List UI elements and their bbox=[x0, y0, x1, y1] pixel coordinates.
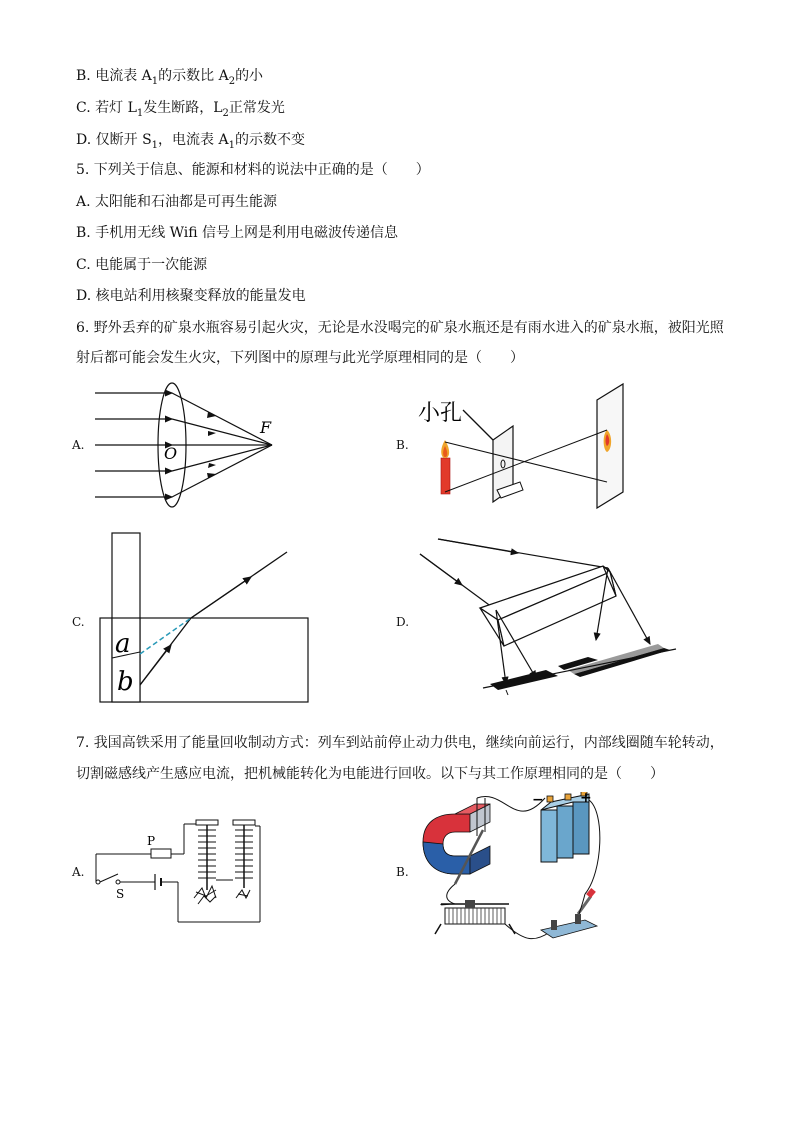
electromagnet-coil-left bbox=[194, 820, 218, 904]
q6-label-b: B. bbox=[396, 438, 409, 452]
lens-center-label: O bbox=[164, 444, 178, 463]
q7-label-a: A. bbox=[72, 865, 85, 879]
virtual-ray bbox=[140, 618, 191, 654]
focal-point-label: F bbox=[260, 418, 272, 437]
pinhole-label: 小孔 bbox=[418, 401, 463, 426]
electromagnet-coil-right bbox=[233, 820, 255, 898]
q6-label-c: C. bbox=[72, 615, 85, 629]
slider-p-label: P bbox=[147, 834, 156, 848]
q6-label-a: A. bbox=[72, 438, 85, 452]
motor-experiment-diagram bbox=[415, 792, 615, 952]
switch-lever bbox=[100, 874, 118, 882]
q7-stem-line2: 切割磁感线产生感应电流，把机械能转化为电能进行回收。以下与其工作原理相同的是（ ） bbox=[76, 766, 664, 782]
q5-option-c: C. 电能属于一次能源 bbox=[76, 257, 208, 273]
q7-stem-line1: 7. 我国高铁采用了能量回收制动方式：列车到站前停止动力供电，继续向前运行，内部线圈随车轮转动， bbox=[76, 735, 724, 751]
horseshoe-magnet-icon bbox=[423, 804, 490, 874]
battery-plus-label: + bbox=[580, 792, 592, 806]
q5-option-d: D. 核电站利用核聚变释放的能量发电 bbox=[76, 288, 306, 304]
q7-label-b: B. bbox=[396, 865, 409, 879]
q4-option-d: D. 仅断开 $S_1$，电流表 $A_1$的示数不变 bbox=[76, 132, 305, 151]
refraction-diagram bbox=[95, 530, 315, 705]
rheostat-icon bbox=[435, 900, 515, 934]
knife-switch-icon bbox=[541, 888, 597, 938]
rheostat-slider bbox=[151, 849, 171, 858]
q6-stem-line2: 射后都可能会发生火灾，下列图中的原理与此光学原理相同的是（ ） bbox=[76, 350, 524, 366]
candle-icon bbox=[441, 458, 450, 494]
battery-minus-label: − bbox=[532, 792, 544, 808]
q4-option-c: C. 若灯 $L_1$发生断路，$L_2$正常发光 bbox=[76, 100, 285, 119]
q5-option-a: A. 太阳能和石油都是可再生能源 bbox=[76, 194, 278, 210]
pinhole-camera-diagram bbox=[415, 380, 640, 510]
electromagnet-circuit bbox=[88, 812, 268, 927]
q5-option-b: B. 手机用无线 Wifi 信号上网是利用电磁波传递信息 bbox=[76, 225, 399, 241]
prism-dispersion-diagram bbox=[418, 536, 683, 696]
point-b-label: b bbox=[117, 667, 134, 697]
switch-s-label: S bbox=[116, 887, 125, 901]
q6-label-d: D. bbox=[396, 615, 410, 629]
q6-stem-line1: 6. 野外丢弃的矿泉水瓶容易引起火灾，无论是水没喝完的矿泉水瓶还是有雨水进入的矿泉水瓶，被阳光照 bbox=[76, 320, 724, 336]
convex-lens-diagram bbox=[90, 375, 290, 515]
q5-stem: 5. 下列关于信息、能源和材料的说法中正确的是（ ） bbox=[76, 162, 430, 178]
point-a-label: a bbox=[115, 629, 131, 659]
q4-option-b: B. 电流表 $A_1$的示数比 $A_2$的小 bbox=[76, 68, 264, 87]
